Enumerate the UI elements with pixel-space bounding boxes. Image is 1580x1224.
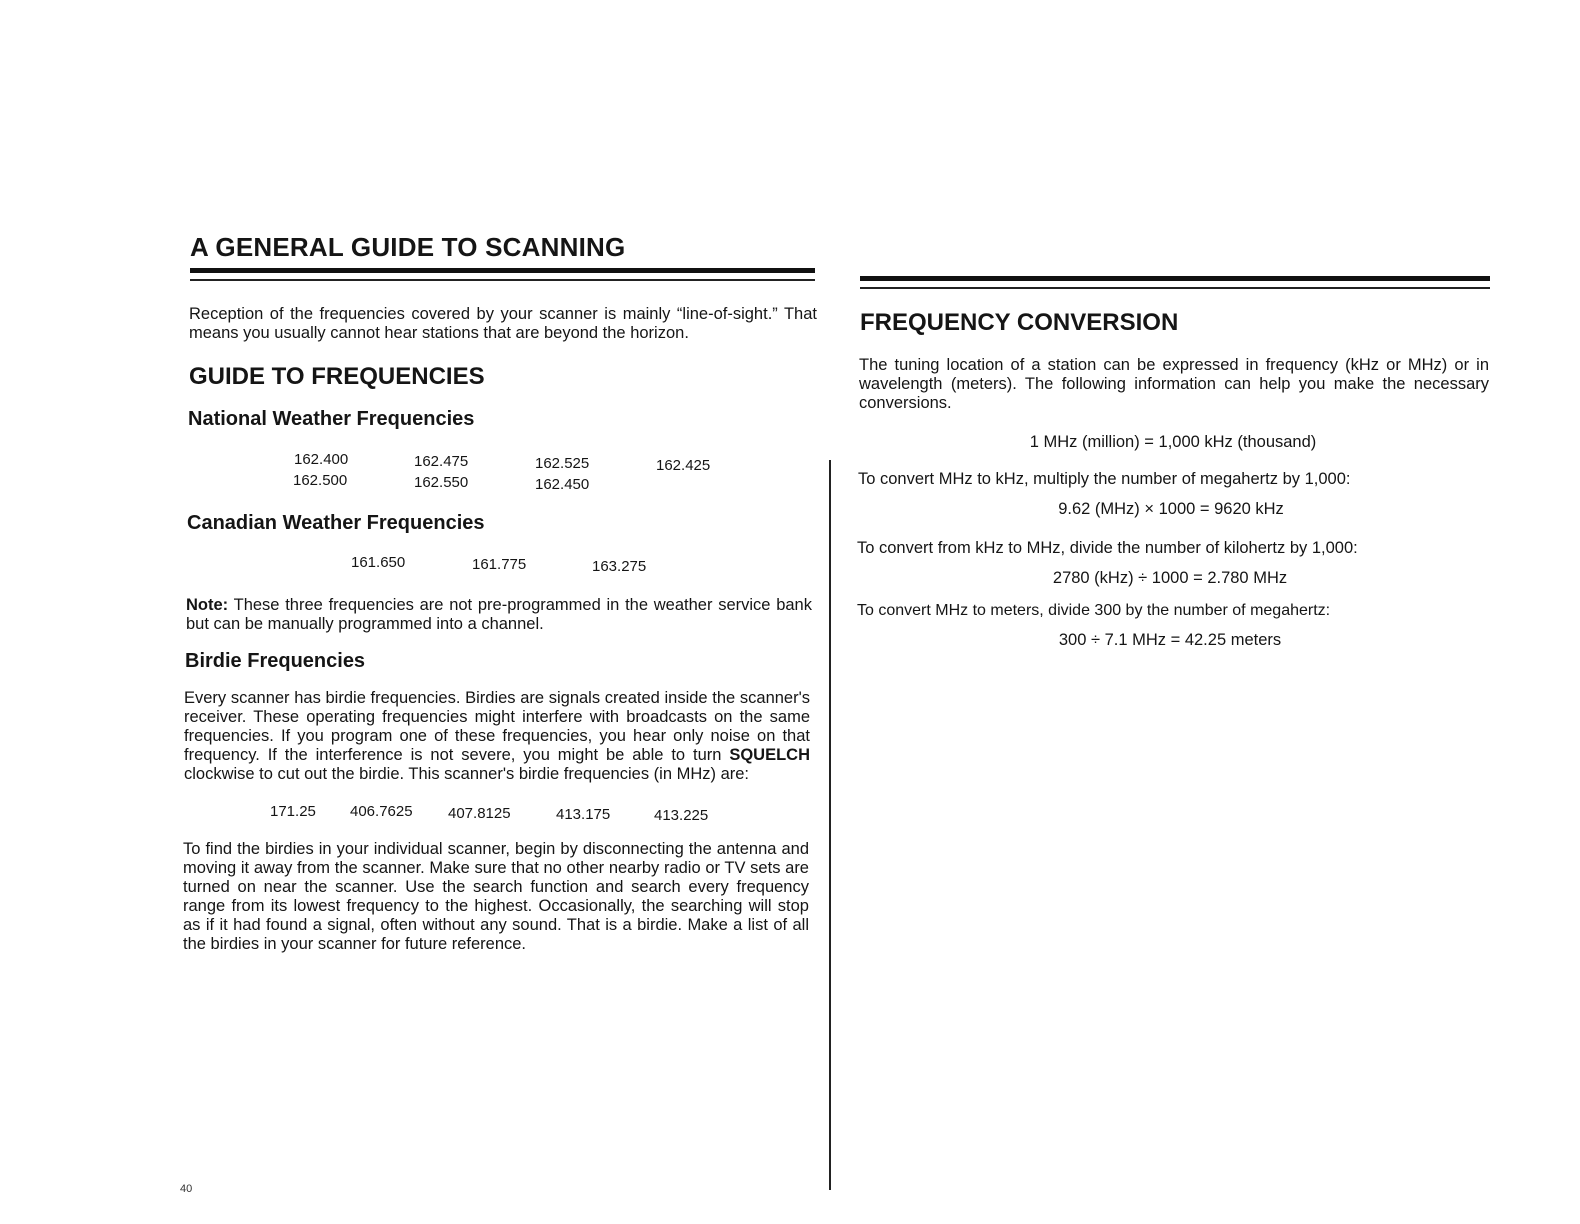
- squelch-label: SQUELCH: [729, 746, 810, 764]
- conversion-intro: The tuning location of a station can be expressed in frequency (kHz or MHz) or in wavelength (meters). The following information can help you make the necessary conversions.: [859, 356, 1489, 412]
- national-weather-heading: National Weather Frequencies: [188, 408, 475, 430]
- national-freq-5: 162.500: [293, 472, 348, 489]
- convert-mhz-khz-text: To convert MHz to kHz, multiply the number of megahertz by 1,000:: [858, 470, 1351, 488]
- canadian-weather-heading: Canadian Weather Frequencies: [187, 512, 485, 534]
- birdie-paragraph: [184, 689, 810, 784]
- national-freq-7: 162.450: [535, 476, 590, 493]
- national-freq-6: 162.550: [414, 474, 469, 491]
- page-number: 40: [180, 1183, 193, 1195]
- national-freq-4: 162.425: [656, 457, 711, 474]
- birdie-text-after: clockwise to cut out the birdie. This scanner's birdie frequencies (in MHz) are:: [184, 765, 750, 783]
- birdie-freq-5: 413.225: [654, 807, 709, 824]
- note-label: Note:: [186, 596, 229, 614]
- convert-khz-mhz-example: 2780 (kHz) ÷ 1000 = 2.780 MHz: [1052, 569, 1288, 587]
- conversion-heading: FREQUENCY CONVERSION: [860, 309, 1179, 336]
- note-text: These three frequencies are not pre-programmed in the weather service bank but can be manually programmed into a channel.: [186, 596, 812, 633]
- birdie-freq-1: 171.25: [270, 803, 316, 820]
- right-rule-thick: [860, 276, 1490, 281]
- birdie-heading: Birdie Frequencies: [185, 650, 366, 672]
- canadian-freq-2: 161.775: [472, 556, 527, 573]
- intro-paragraph: Reception of the frequencies covered by your scanner is mainly “line-of-sight.” That means you usually cannot hear stations that are beyond the horizon.: [189, 305, 817, 342]
- note-paragraph: [186, 596, 812, 634]
- birdie-freq-2: 406.7625: [350, 803, 413, 820]
- convert-mhz-meters-text: To convert MHz to meters, divide 300 by the number of megahertz:: [857, 602, 1331, 619]
- canadian-freq-1: 161.650: [351, 554, 406, 571]
- right-rule-thin: [860, 287, 1490, 289]
- birdie-text-before: Every scanner has birdie frequencies. Birdies are signals created inside the scanner's receiver. These operating frequencies might interfere with broadcasts on the same frequencies. If you program one of these frequencies, you hear only noise on that frequency. If the interference is not severe, you might be able to turn: [184, 689, 810, 764]
- national-freq-1: 162.400: [294, 451, 349, 468]
- birdie-freq-3: 407.8125: [448, 805, 511, 822]
- national-freq-2: 162.475: [414, 453, 469, 470]
- guide-heading: GUIDE TO FREQUENCIES: [189, 363, 485, 390]
- convert-khz-mhz-text: To convert from kHz to MHz, divide the number of kilohertz by 1,000:: [857, 539, 1358, 557]
- canadian-freq-3: 163.275: [592, 558, 647, 575]
- national-freq-3: 162.525: [535, 455, 590, 472]
- title-rule-thick: [190, 268, 815, 273]
- mhz-khz-equation: 1 MHz (million) = 1,000 kHz (thousand): [1029, 433, 1317, 451]
- find-birdies-paragraph: To find the birdies in your individual scanner, begin by disconnecting the antenna and moving it away from the scanner. Make sure that no other nearby radio or TV sets are turned on near the scanner. Use the search function and search every frequency range from its lowest frequency to the highest. Occasionally, the searching will stop as if it had found a signal, often without any sound. That is a birdie. Make a list of all the birdies in your scanner for future reference.: [183, 840, 809, 953]
- birdie-freq-4: 413.175: [556, 806, 611, 823]
- title-rule-thin: [190, 279, 815, 281]
- convert-mhz-meters-example: 300 ÷ 7.1 MHz = 42.25 meters: [1058, 631, 1282, 649]
- convert-mhz-khz-example: 9.62 (MHz) × 1000 = 9620 kHz: [1058, 500, 1284, 518]
- center-divider: [829, 460, 831, 1190]
- page-title: A GENERAL GUIDE TO SCANNING: [190, 232, 626, 262]
